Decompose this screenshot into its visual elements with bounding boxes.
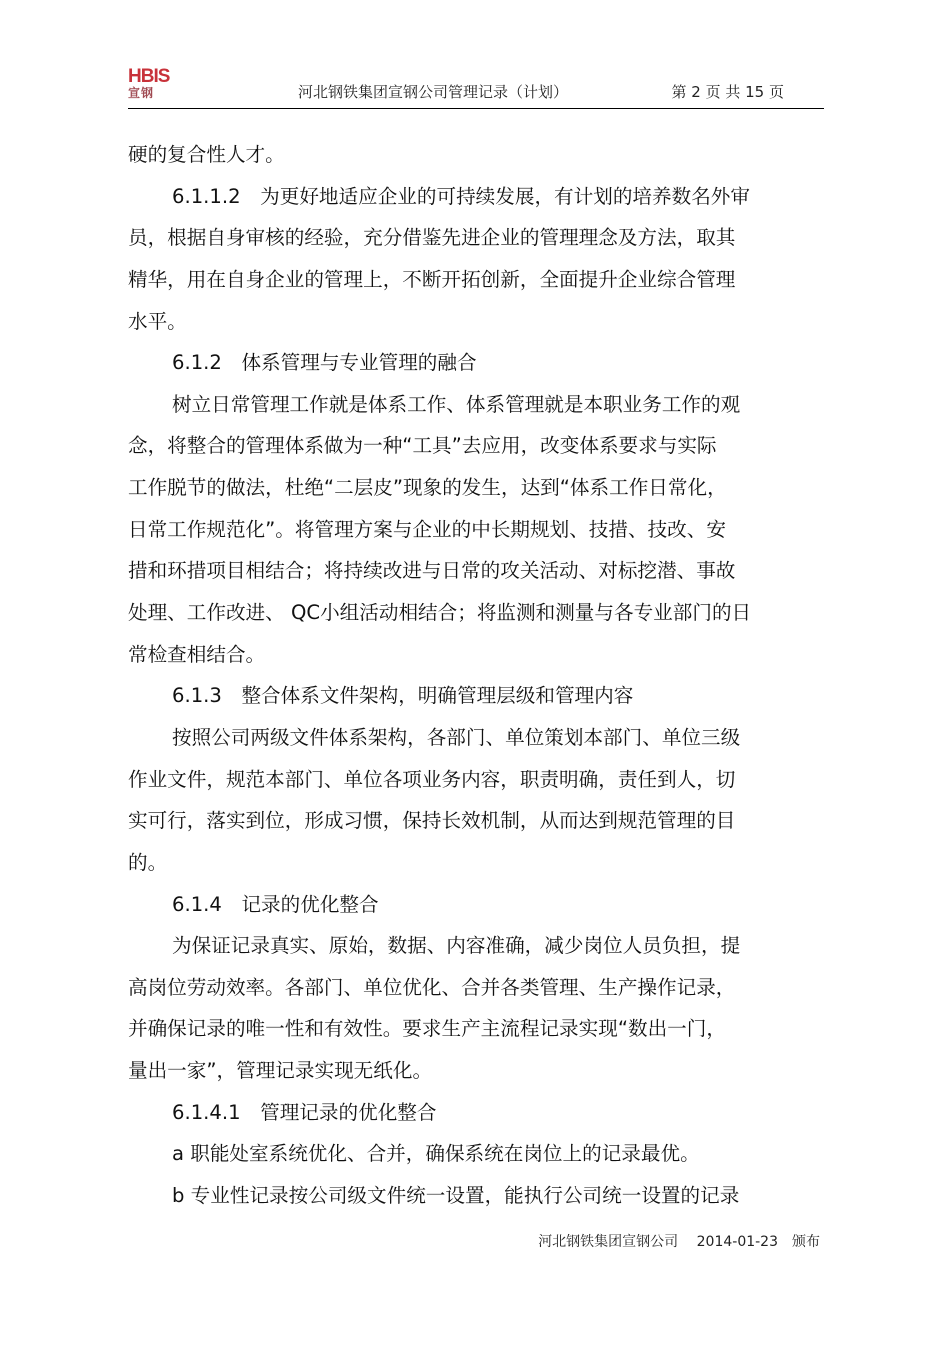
text-line: 念，将整合的管理体系做为一种“工具”去应用，改变体系要求与实际 [128,434,717,458]
section-heading: 6.1.3 整合体系文件架构，明确管理层级和管理内容 [172,684,634,708]
text-line: 常检查相结合。 [128,642,266,666]
text-line: b 专业性记录按公司级文件统一设置，能执行公司统一设置的记录 [172,1184,740,1208]
logo-text: HBIS [128,66,170,87]
text-line: 的。 [128,850,168,874]
text-line: 6.1.1.2 为更好地适应企业的可持续发展，有计划的培养数名外审 [172,184,750,208]
text-line: 日常工作规范化”。将管理方案与企业的中长期规划、技措、技改、安 [128,517,726,541]
page-header [128,66,824,109]
section-heading: 6.1.4.1 管理记录的优化整合 [172,1100,437,1124]
header-title: 河北钢铁集团宣钢公司管理记录（计划） [298,83,569,101]
text-line: 精华，用在自身企业的管理上，不断开拓创新，全面提升企业综合管理 [128,267,736,291]
text-line: 按照公司两级文件体系架构，各部门、单位策划本部门、单位三级 [172,725,741,749]
text-line: 高岗位劳动效率。各部门、单位优化、合并各类管理、生产操作记录， [128,975,736,999]
text-line: 水平。 [128,309,187,333]
text-line: 员，根据自身审核的经验，充分借鉴先进企业的管理理念及方法，取其 [128,226,736,250]
text-line: 并确保记录的唯一性和有效性。要求生产主流程记录实现“数出一门， [128,1017,726,1041]
text-line: 措和环措项目相结合；将持续改进与日常的攻关活动、对标挖潜、事故 [128,559,736,583]
text-line: 实可行，落实到位，形成习惯，保持长效机制，从而达到规范管理的目 [128,809,736,833]
text-line: 量出一家”，管理记录实现无纸化。 [128,1059,433,1083]
document-body [128,134,792,1217]
page-number: 第 2 页 共 15 页 [671,83,784,101]
section-heading: 6.1.4 记录的优化整合 [172,892,379,916]
text-line: 工作脱节的做法，杜绝“二层皮”现象的发生，达到“体系工作日常化， [128,476,727,500]
text-line: 作业文件，规范本部门、单位各项业务内容，职责明确，责任到人，切 [128,767,736,791]
section-heading: 6.1.2 体系管理与专业管理的融合 [172,351,477,375]
text-line: 树立日常管理工作就是体系工作、体系管理就是本职业务工作的观 [172,392,741,416]
logo-subtext: 宣钢 [128,86,155,100]
text-line: 为保证记录真实、原始，数据、内容准确，减少岗位人员负担，提 [172,934,741,958]
hbis-logo [128,68,168,104]
text-line: 处理、工作改进、 QC小组活动相结合；将监测和测量与各专业部门的日 [128,601,752,625]
text-line: 硬的复合性人才。 [128,143,285,166]
text-line: a 职能处室系统优化、合并，确保系统在岗位上的记录最优。 [172,1142,700,1166]
page-footer: 河北钢铁集团宣钢公司 2014-01-23 颁布 [538,1234,820,1250]
